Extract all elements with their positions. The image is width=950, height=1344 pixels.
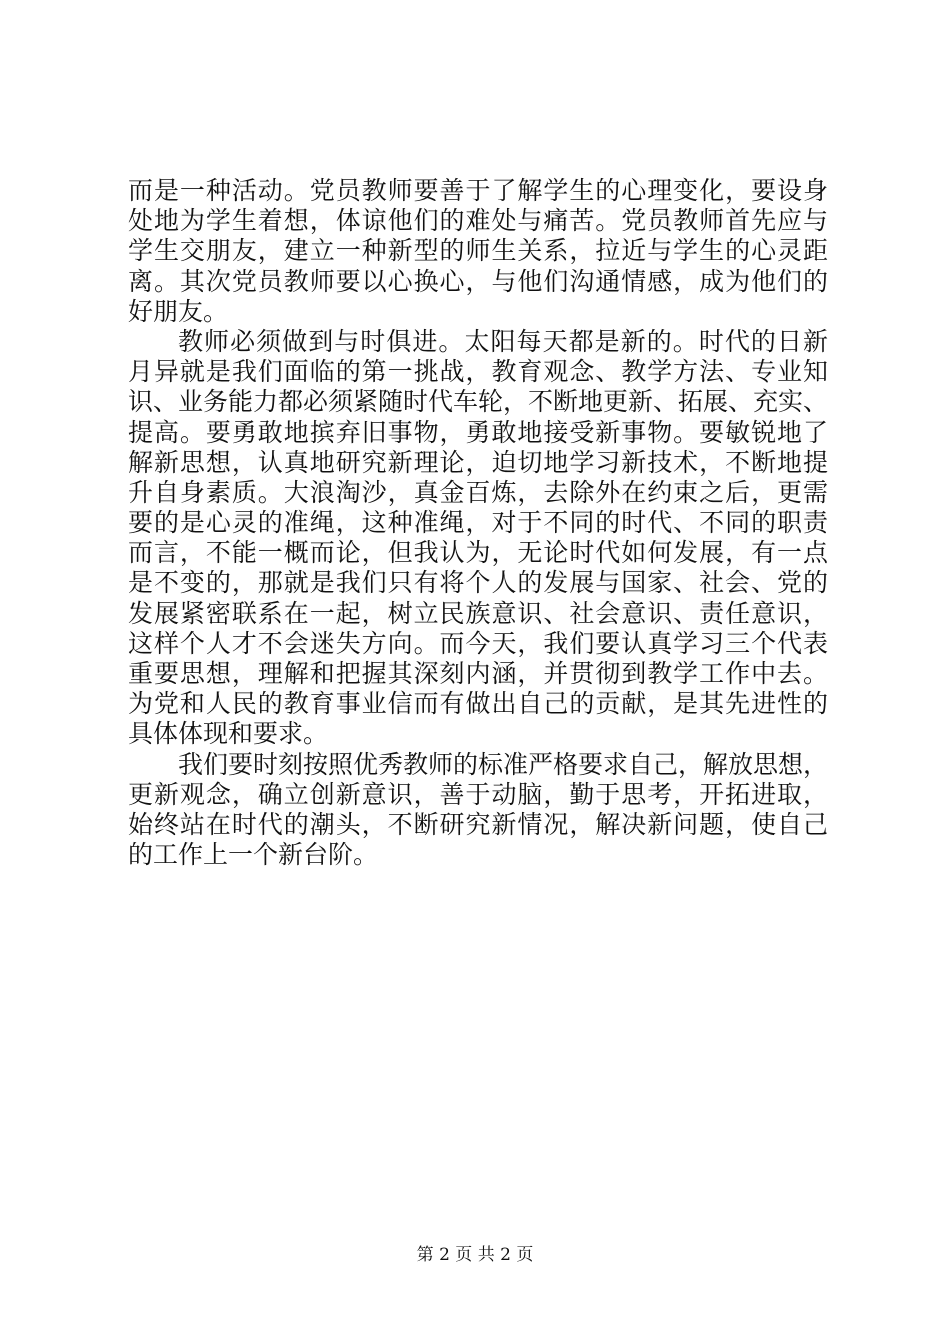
- paragraph-line: 具体体现和要求。: [128, 719, 329, 749]
- paragraph-line: 发展紧密联系在一起，树立民族意识、社会意识、责任意识，: [128, 598, 828, 628]
- paragraph-line: 重要思想，理解和把握其深刻内涵，并贯彻到教学工作中去。: [128, 659, 828, 688]
- paragraph-line: 我们要时刻按照优秀教师的标准严格要求自己，解放思想，: [178, 749, 829, 779]
- paragraph-line: 而言，不能一概而论，但我认为，无论时代如何发展，有一点: [128, 538, 828, 568]
- paragraph-line: 教师必须做到与时俱进。太阳每天都是新的。时代的日新: [178, 326, 828, 356]
- body-text: [128, 176, 828, 870]
- paragraph-line: 解新思想，认真地研究新理论，迫切地学习新技术，不断地提: [128, 447, 828, 477]
- paragraph-line: 始终站在时代的潮头，不断研究新情况，解决新问题，使自己: [128, 809, 828, 839]
- paragraph-line: 为党和人民的教育事业信而有做出自己的贡献，是其先进性的: [128, 689, 828, 719]
- paragraph-line: 好朋友。: [128, 296, 229, 326]
- paragraph-line: 提高。要勇敢地摈弃旧事物，勇敢地接受新事物。要敏锐地了: [128, 417, 828, 447]
- paragraph: [128, 750, 828, 871]
- paragraph: [128, 327, 828, 750]
- paragraph: [128, 176, 828, 327]
- paragraph-line: 更新观念，确立创新意识，善于动脑，勤于思考，开拓进取，: [128, 779, 828, 809]
- paragraph-line: 升自身素质。大浪淘沙，真金百炼，去除外在约束之后，更需: [128, 477, 828, 507]
- paragraph-line: 学生交朋友，建立一种新型的师生关系，拉近与学生的心灵距: [128, 236, 828, 266]
- paragraph-line: 的工作上一个新台阶。: [128, 840, 379, 870]
- paragraph-line: 识、业务能力都必须紧随时代车轮，不断地更新、拓展、充实、: [128, 387, 829, 417]
- paragraph-line: 离。其次党员教师要以心换心，与他们沟通情感，成为他们的: [128, 266, 828, 296]
- paragraph-line: 月异就是我们面临的第一挑战，教育观念、教学方法、专业知: [128, 357, 828, 387]
- paragraph-line: 这样个人才不会迷失方向。而今天，我们要认真学习三个代表: [128, 628, 828, 658]
- paragraph-line: 而是一种活动。党员教师要善于了解学生的心理变化，要设身: [128, 176, 828, 205]
- paragraph-line: 要的是心灵的准绳，这种准绳，对于不同的时代、不同的职责: [128, 508, 828, 538]
- paragraph-line: 是不变的，那就是我们只有将个人的发展与国家、社会、党的: [128, 568, 828, 598]
- paragraph-line: 处地为学生着想，体谅他们的难处与痛苦。党员教师首先应与: [128, 206, 828, 236]
- page-footer: 第 2 页 共 2 页: [416, 1245, 534, 1265]
